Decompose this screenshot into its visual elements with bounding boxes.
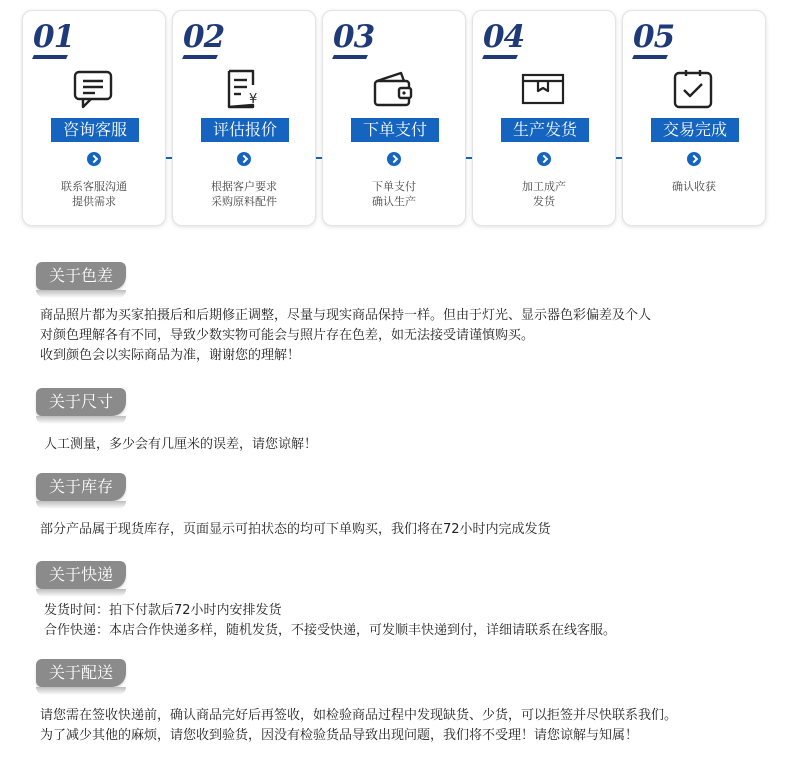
step-card-4 [472, 10, 616, 226]
section-title-shadow [36, 290, 126, 298]
section-title-express: 关于快递 [36, 561, 126, 589]
section-body-stock [40, 520, 551, 540]
text-line: 为了减少其他的麻烦，请您收到验货，因没有检验货品导致出现问题，我们将不受理！请您谅解与知属！ [40, 728, 639, 743]
step-description [179, 179, 309, 209]
text-line: 请您需在签收快递前，确认商品完好后再签收，如检验商品过程中发现缺货、少货，可以拒签并尽快联系我们。 [40, 708, 678, 723]
step-desc-line-2: 发货 [533, 195, 555, 208]
section-body-size [44, 435, 317, 455]
text-line: 对颜色理解各有不同，导致少数实物可能会与照片存在色差，如无法接受请谨慎购买。 [40, 328, 535, 343]
step-label: 评估报价 [201, 118, 289, 142]
step-description [479, 179, 609, 209]
step-description [329, 179, 459, 209]
chevron-right-icon [237, 152, 251, 166]
step-number: 05 [633, 19, 675, 55]
step-desc-line-2: 采购原料配件 [211, 195, 277, 208]
step-number-underline [32, 55, 68, 59]
section-title-shadow [36, 416, 126, 424]
text-line: 商品照片都为买家拍摄后和后期修正调整，尽量与现实商品保持一样。但由于灯光、显示器色彩偏差及个人 [40, 308, 652, 323]
check-icon [671, 67, 715, 111]
step-number-underline [482, 55, 518, 59]
step-number: 01 [33, 19, 75, 55]
step-number-underline [632, 55, 668, 59]
step-card-5 [622, 10, 766, 226]
step-number: 04 [483, 19, 525, 55]
quote-icon [221, 67, 265, 111]
step-description [629, 179, 759, 194]
step-desc-line-2: 确认生产 [372, 195, 416, 208]
step-card-1 [22, 10, 166, 226]
step-description [29, 179, 159, 209]
step-card-2 [172, 10, 316, 226]
step-desc-line-1: 确认收获 [672, 180, 716, 193]
process-steps [22, 10, 767, 226]
svg-text:¥: ¥ [249, 92, 258, 107]
section-title-color: 关于色差 [36, 262, 126, 290]
step-label: 生产发货 [501, 118, 589, 142]
step-desc-line-1: 根据客户要求 [211, 180, 277, 193]
step-card-3 [322, 10, 466, 226]
section-title-size: 关于尺寸 [36, 388, 126, 416]
chevron-right-icon [87, 152, 101, 166]
section-title-shadow [36, 501, 126, 509]
step-label: 下单支付 [351, 118, 439, 142]
wallet-icon [371, 67, 415, 111]
step-desc-line-2: 提供需求 [72, 195, 116, 208]
chevron-right-icon [537, 152, 551, 166]
text-line: 合作快递：本店合作快递多样，随机发货，不接受快递，可发顺丰快递到付，详细请联系在线客服。 [44, 623, 617, 638]
text-line: 部分产品属于现货库存，页面显示可拍状态的均可下单购买，我们将在72小时内完成发货 [40, 522, 551, 537]
chat-icon [71, 67, 115, 111]
chevron-right-icon [687, 152, 701, 166]
step-label: 交易完成 [651, 118, 739, 142]
section-title-shadow [36, 687, 126, 695]
step-number: 03 [333, 19, 375, 55]
step-number: 02 [183, 19, 225, 55]
section-body-express [44, 601, 616, 641]
step-desc-line-1: 下单支付 [372, 180, 416, 193]
step-desc-line-1: 联系客服沟通 [61, 180, 127, 193]
section-body-color [40, 306, 651, 366]
text-line: 人工测量，多少会有几厘米的误差，请您谅解！ [44, 437, 318, 452]
section-title-shadow [36, 589, 126, 597]
step-number-underline [332, 55, 368, 59]
section-title-delivery: 关于配送 [36, 659, 126, 687]
chevron-right-icon [387, 152, 401, 166]
step-label: 咨询客服 [51, 118, 139, 142]
section-body-delivery [40, 706, 677, 746]
step-number-underline [182, 55, 218, 59]
step-desc-line-1: 加工成产 [522, 180, 566, 193]
text-line: 收到颜色会以实际商品为准，谢谢您的理解！ [40, 348, 301, 363]
box-icon [521, 67, 565, 111]
text-line: 发货时间：拍下付款后72小时内安排发货 [44, 603, 282, 618]
section-title-stock: 关于库存 [36, 473, 126, 501]
